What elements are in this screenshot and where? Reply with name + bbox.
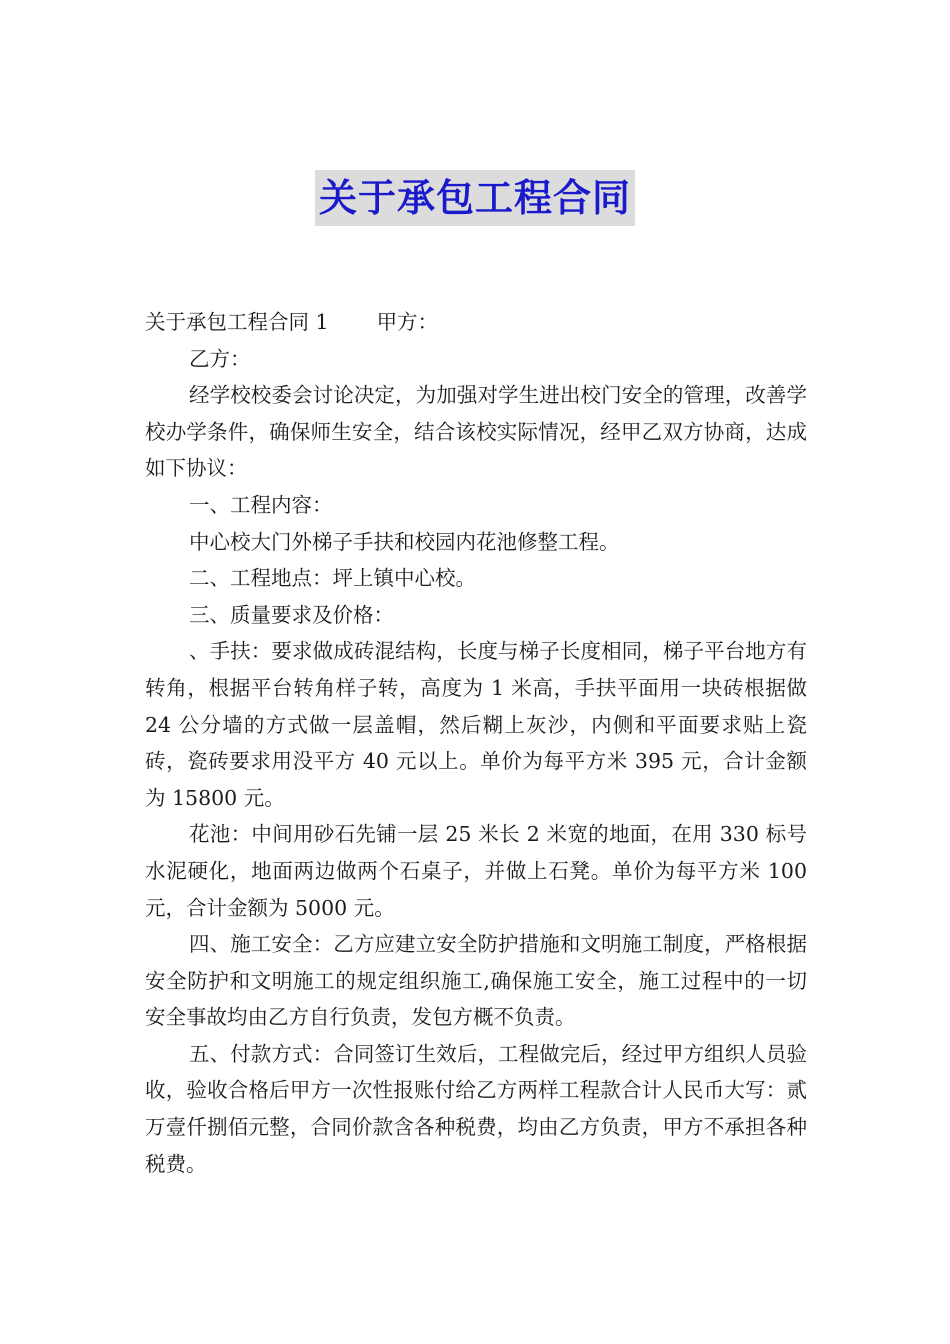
section-1-content: 中心校大门外梯子手扶和校园内花池修整工程。 [189, 529, 620, 554]
handrail-paragraph: 、手扶：要求做成砖混结构，长度与梯子长度相同，梯子平台地方有转角，根据平台转角样子转，高度为 1 米高，手扶平面用一块砖根据做 24 公分墙的方式做一层盖帽，然后糊上灰沙，内侧和平面要求贴上瓷砖，瓷砖要求用没平方 40 元以上。单价为每平方米 395 元，合计金额为 15800 元。 [145, 639, 807, 810]
document-title: 关于承包工程合同 [315, 170, 635, 226]
header-line [145, 304, 807, 341]
party-a-label: 甲方： [376, 310, 439, 334]
party-b-label: 乙方： [189, 346, 251, 371]
section-2-location: 二、工程地点：坪上镇中心校。 [189, 566, 476, 591]
flowerbed-paragraph: 花池：中间用砂石先铺一层 25 米长 2 米宽的地面，在用 330 标号水泥硬化，地面两边做两个石桌子，并做上石凳。单价为每平方米 100 元，合计金额为 5000 元。 [145, 822, 807, 920]
section-3-heading: 三、质量要求及价格： [189, 602, 394, 627]
section-1-heading: 一、工程内容： [189, 492, 333, 517]
document-body [145, 304, 807, 1182]
section-4-safety: 四、施工安全：乙方应建立安全防护措施和文明施工制度，严格根据安全防护和文明施工的规定组织施工,确保施工安全，施工过程中的一切安全事故均由乙方自行负责，发包方概不负责。 [145, 932, 807, 1030]
title-area [0, 170, 950, 226]
section-5-payment: 五、付款方式：合同签订生效后，工程做完后，经过甲方组织人员验收，验收合格后甲方一次性报账付给乙方两样工程款合计人民币大写：贰万壹仟捌佰元整，合同价款含各种税费，均由乙方负责，甲方不承担各种税费。 [145, 1041, 807, 1176]
contract-heading: 关于承包工程合同 1 [145, 310, 329, 334]
intro-paragraph: 经学校校委会讨论决定，为加强对学生进出校门安全的管理，改善学校办学条件，确保师生安全，结合该校实际情况，经甲乙双方协商，达成如下协议： [145, 383, 807, 481]
